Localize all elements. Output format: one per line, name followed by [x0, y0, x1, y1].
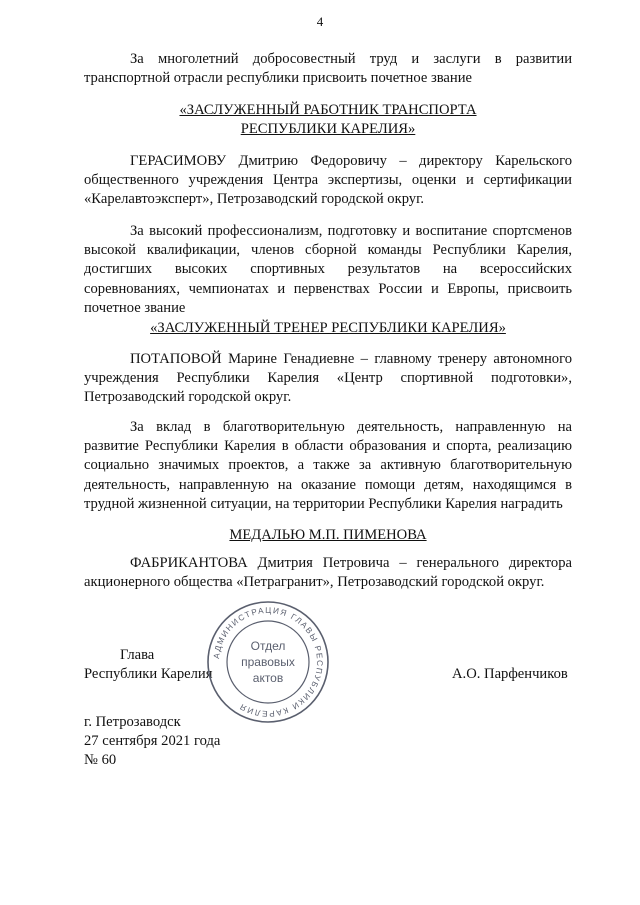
recipient-fabrikantov: ФАБРИКАНТОВА Дмитрия Петровича – генерального директора акционерного общества «Петрагранит», Петрозаводский городской округ.: [84, 555, 572, 591]
award-intro-medal: За вклад в благотворительную деятельность, направленную на развитие Республики Карелия в области образования и спорта, реализацию социально значимых проектов, а также за активную благотворительную деятельность, направленную на оказание помощи детям, находящимся в трудной жизненной ситуации, на территории Республики Карелия наградить: [84, 419, 572, 512]
award-intro-coach: За высокий профессионализм, подготовку и воспитание спортсменов высокой квалификации, членов сборной команды Республики Карелия, достигших высоких спортивных результатов на всероссийских соревнованиях, чемпионатах и первенствах России и Европы, присвоить почетное звание: [84, 223, 572, 316]
stamp-line3: актов: [252, 671, 284, 685]
footer-number: № 60: [84, 752, 117, 768]
stamp-ring-text: АДМИНИСТРАЦИЯ ГЛАВЫ РЕСПУБЛИКИ КАРЕЛИЯ: [212, 605, 325, 719]
award-title-transport-line2: РЕСПУБЛИКИ КАРЕЛИЯ»: [240, 121, 416, 137]
stamp-line1: Отдел: [250, 639, 286, 653]
official-stamp: [206, 600, 330, 724]
footer-date: 27 сентября 2021 года: [84, 733, 221, 749]
recipient-potapova: ПОТАПОВОЙ Марине Генадиевне – главному тренеру автономного учреждения Республики Карелия «Центр спортивной подготовки», Петрозаводский городской округ.: [84, 351, 572, 406]
recipient-gerasimov: ГЕРАСИМОВУ Дмитрию Федоровичу – директору Карельского общественного учреждения Центра экспертизы, оценки и сертификации «Карелавтоэксперт», Петрозаводский городской округ.: [84, 153, 572, 208]
footer-city: г. Петрозаводск: [84, 714, 181, 730]
signature-name: А.О. Парфенчиков: [452, 666, 568, 682]
page-number: 4: [316, 14, 324, 29]
award-title-transport-line1: «ЗАСЛУЖЕННЫЙ РАБОТНИК ТРАНСПОРТА: [179, 102, 477, 118]
stamp-line2: правовых: [241, 655, 295, 669]
signature-position-line1: Глава: [120, 647, 155, 663]
stamp-seal-icon: [206, 600, 330, 724]
award-title-coach: «ЗАСЛУЖЕННЫЙ ТРЕНЕР РЕСПУБЛИКИ КАРЕЛИЯ»: [150, 320, 506, 336]
signature-position-line2: Республики Карелия: [84, 666, 213, 682]
award-intro-transport: За многолетний добросовестный труд и заслуги в развитии транспортной отрасли республики присвоить почетное звание: [84, 51, 572, 87]
award-title-medal: МЕДАЛЬЮ М.П. ПИМЕНОВА: [229, 527, 427, 543]
